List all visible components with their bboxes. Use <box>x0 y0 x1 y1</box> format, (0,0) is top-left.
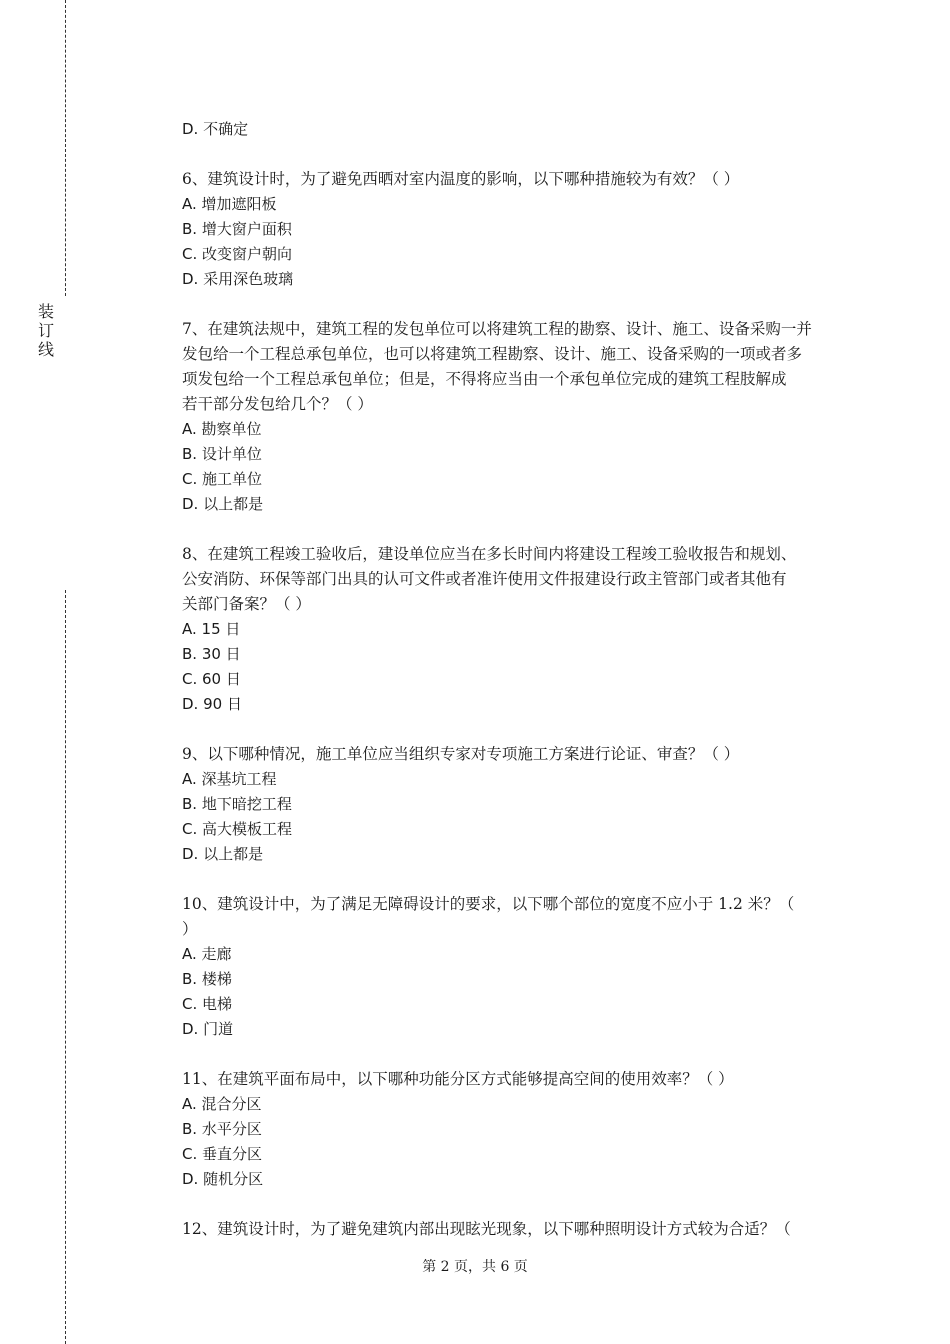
question-gap <box>182 1042 838 1067</box>
answer-option: A. 增加遮阳板 <box>182 195 277 213</box>
question-gap <box>182 517 838 542</box>
question-block <box>182 317 838 517</box>
answer-option: D. 以上都是 <box>182 845 264 863</box>
answer-option: D. 以上都是 <box>182 495 264 513</box>
page-footer: 第 2 页，共 6 页 <box>422 1259 528 1275</box>
binding-char: 线 <box>37 340 54 359</box>
answer-option: D. 采用深色玻璃 <box>182 270 294 288</box>
question-text: 公安消防、环保等部门出具的认可文件或者准许使用文件报建设行政主管部门或者其他有 <box>182 570 787 588</box>
answer-option: D. 随机分区 <box>182 1170 264 1188</box>
question-gap <box>182 867 838 892</box>
question-gap <box>182 717 838 742</box>
question-text: 10、建筑设计中，为了满足无障碍设计的要求，以下哪个部位的宽度不应小于 1.2 米？（ <box>182 895 795 913</box>
question-text: 11、在建筑平面布局中，以下哪种功能分区方式能够提高空间的使用效率？（ ） <box>182 1070 734 1088</box>
answer-option: B. 设计单位 <box>182 445 262 463</box>
question-block <box>182 892 838 1042</box>
question-text: 若干部分发包给几个？（ ） <box>182 395 373 413</box>
answer-option: C. 改变窗户朝向 <box>182 245 293 263</box>
question-text: 12、建筑设计时，为了避免建筑内部出现眩光现象，以下哪种照明设计方式较为合适？（ <box>182 1220 791 1238</box>
answer-option: D. 90 日 <box>182 695 242 713</box>
answer-option: B. 水平分区 <box>182 1120 262 1138</box>
question-block <box>182 1067 838 1192</box>
binding-line-bottom <box>65 590 66 1344</box>
question-text: 发包给一个工程总承包单位，也可以将建筑工程勘察、设计、施工、设备采购的一项或者多 <box>182 345 803 363</box>
question-text: 项发包给一个工程总承包单位；但是，不得将应当由一个承包单位完成的建筑工程肢解成 <box>182 370 787 388</box>
answer-option: B. 地下暗挖工程 <box>182 795 292 813</box>
answer-option: A. 勘察单位 <box>182 420 262 438</box>
answer-option: B. 30 日 <box>182 645 241 663</box>
answer-option: D. 门道 <box>182 1020 234 1038</box>
question-text: 8、在建筑工程竣工验收后，建设单位应当在多长时间内将建设工程竣工验收报告和规划、 <box>182 545 797 563</box>
question-text: 7、在建筑法规中，建筑工程的发包单位可以将建筑工程的勘察、设计、施工、设备采购一并 <box>182 320 812 338</box>
question-block <box>182 1217 838 1242</box>
question-block <box>182 542 838 717</box>
question-text: 关部门备案？（ ） <box>182 595 311 613</box>
answer-option: C. 电梯 <box>182 995 233 1013</box>
answer-option: C. 垂直分区 <box>182 1145 263 1163</box>
binding-label <box>36 302 56 359</box>
answer-option: B. 增大窗户面积 <box>182 220 292 238</box>
question-text: ） <box>182 920 198 938</box>
question-block <box>182 167 838 292</box>
answer-option: A. 深基坑工程 <box>182 770 277 788</box>
question-text: 6、建筑设计时，为了避免西晒对室内温度的影响，以下哪种措施较为有效？（ ） <box>182 170 740 188</box>
binding-line-top <box>65 0 66 296</box>
question-gap <box>182 1192 838 1217</box>
question-block <box>182 742 838 867</box>
question-list <box>182 117 838 1242</box>
answer-option: B. 楼梯 <box>182 970 232 988</box>
answer-option: A. 走廊 <box>182 945 232 963</box>
previous-option: D. 不确定 <box>182 120 249 138</box>
answer-option: A. 混合分区 <box>182 1095 262 1113</box>
answer-option: C. 施工单位 <box>182 470 263 488</box>
question-gap <box>182 142 838 167</box>
answer-option: C. 高大模板工程 <box>182 820 293 838</box>
answer-option: A. 15 日 <box>182 620 241 638</box>
question-text: 9、以下哪种情况，施工单位应当组织专家对专项施工方案进行论证、审查？（ ） <box>182 745 740 763</box>
question-gap <box>182 292 838 317</box>
binding-char: 订 <box>37 321 54 340</box>
answer-option: C. 60 日 <box>182 670 241 688</box>
binding-char: 装 <box>37 302 54 321</box>
